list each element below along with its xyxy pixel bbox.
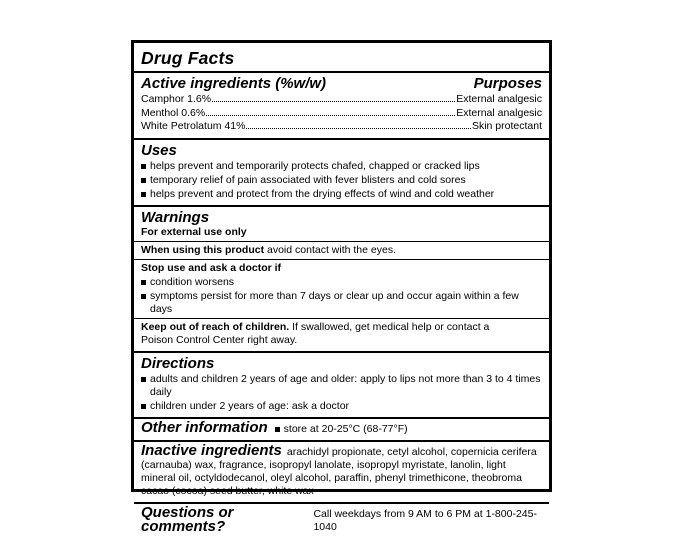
questions-row <box>141 503 542 535</box>
ingredient-purpose: Skin protectant <box>471 120 542 132</box>
list-item <box>141 188 542 201</box>
ingredient-name: White Petrolatum 41% <box>141 120 246 132</box>
bullet-text: condition worsens <box>150 275 235 288</box>
bullet-square-icon <box>275 427 280 432</box>
inactive-ingredients-list: arachidyl propionate, cetyl alcohol, copernicia cerifera (carnauba) wax, fragrance, isopropyl lanolate, isopropyl myristate, lanolin, light mineral oil, octyldodecanol, oleyl alcohol, paraffin, phenyl trimethicone, theobroma cacao (cocoa) seed butter, white wax <box>141 445 537 497</box>
bullet-square-icon <box>141 404 146 409</box>
inactive-ingredients-paragraph <box>141 441 542 498</box>
list-item <box>141 160 542 173</box>
bullet-square-icon <box>141 377 146 382</box>
keep-out-bold: Keep out of reach of children. <box>141 320 290 333</box>
divider <box>134 241 549 242</box>
page-title: Drug Facts <box>141 48 235 68</box>
list-item <box>141 400 542 413</box>
divider <box>134 318 549 319</box>
ingredient-name: Camphor 1.6% <box>141 93 212 105</box>
storage-statement: store at 20-25°C (68-77°F) <box>283 422 408 435</box>
bullet-text: children under 2 years of age: ask a doctor <box>150 399 350 412</box>
external-use-statement: For external use only <box>141 225 247 238</box>
keep-out-statement <box>141 321 519 347</box>
ingredient-purpose: External analgesic <box>456 93 542 105</box>
divider <box>134 259 549 260</box>
bullet-square-icon <box>141 280 146 285</box>
bullet-text: adults and children 2 years of age and older: apply to lips not more than 3 to 4 times daily <box>150 372 541 398</box>
other-information-section <box>134 417 549 440</box>
other-information-row <box>141 418 542 436</box>
directions-section <box>134 351 549 417</box>
bullet-square-icon <box>141 192 146 197</box>
bullet-text: helps prevent and protect from the drying effects of wind and cold weather <box>150 187 495 200</box>
title-section <box>134 43 549 71</box>
drug-facts-label <box>131 40 552 535</box>
questions-section <box>134 502 549 538</box>
keep-out-rest: If swallowed, get medical help or contact a Poison Control Center right away. <box>141 320 490 346</box>
list-item <box>141 290 542 316</box>
list-item <box>141 276 542 289</box>
uses-section <box>134 138 549 205</box>
bullet-square-icon <box>141 294 146 299</box>
leader-dots <box>246 128 470 129</box>
inactive-ingredients-heading: Inactive ingredients <box>141 441 282 459</box>
leader-dots <box>212 101 455 102</box>
ingredient-row <box>141 120 542 134</box>
when-using-statement <box>141 244 542 257</box>
inactive-ingredients-section <box>134 440 549 502</box>
directions-heading: Directions <box>141 354 215 372</box>
ingredient-name: Menthol 0.6% <box>141 106 206 119</box>
warnings-heading: Warnings <box>141 208 210 226</box>
when-using-bold: When using this product <box>141 243 265 256</box>
active-ingredients-header <box>141 75 542 92</box>
when-using-rest: avoid contact with the eyes. <box>264 243 396 256</box>
list-item <box>141 174 542 187</box>
active-ingredients-heading: Active ingredients (%w/w) <box>141 75 327 92</box>
other-information-heading: Other information <box>141 418 268 436</box>
purposes-heading: Purposes <box>473 75 542 92</box>
warnings-section <box>134 205 549 351</box>
questions-heading: Questions or comments? <box>141 503 234 535</box>
ingredient-row <box>141 93 542 107</box>
list-item <box>141 373 542 399</box>
bullet-text: temporary relief of pain associated with fever blisters and cold sores <box>150 173 466 186</box>
bullet-square-icon <box>141 164 146 169</box>
ingredient-row <box>141 107 542 121</box>
questions-phone-text: Call weekdays from 9 AM to 6 PM at 1-800-245-1040 <box>313 507 537 533</box>
active-ingredients-section <box>134 71 549 138</box>
bullet-square-icon <box>141 178 146 183</box>
bullet-text: symptoms persist for more than 7 days or clear up and occur again within a few days <box>150 289 519 315</box>
ingredient-purpose: External analgesic <box>456 106 542 119</box>
stop-use-heading: Stop use and ask a doctor if <box>141 261 282 274</box>
leader-dots <box>206 115 455 116</box>
uses-heading: Uses <box>141 141 177 159</box>
bullet-text: helps prevent and temporarily protects chafed, chapped or cracked lips <box>150 159 480 172</box>
